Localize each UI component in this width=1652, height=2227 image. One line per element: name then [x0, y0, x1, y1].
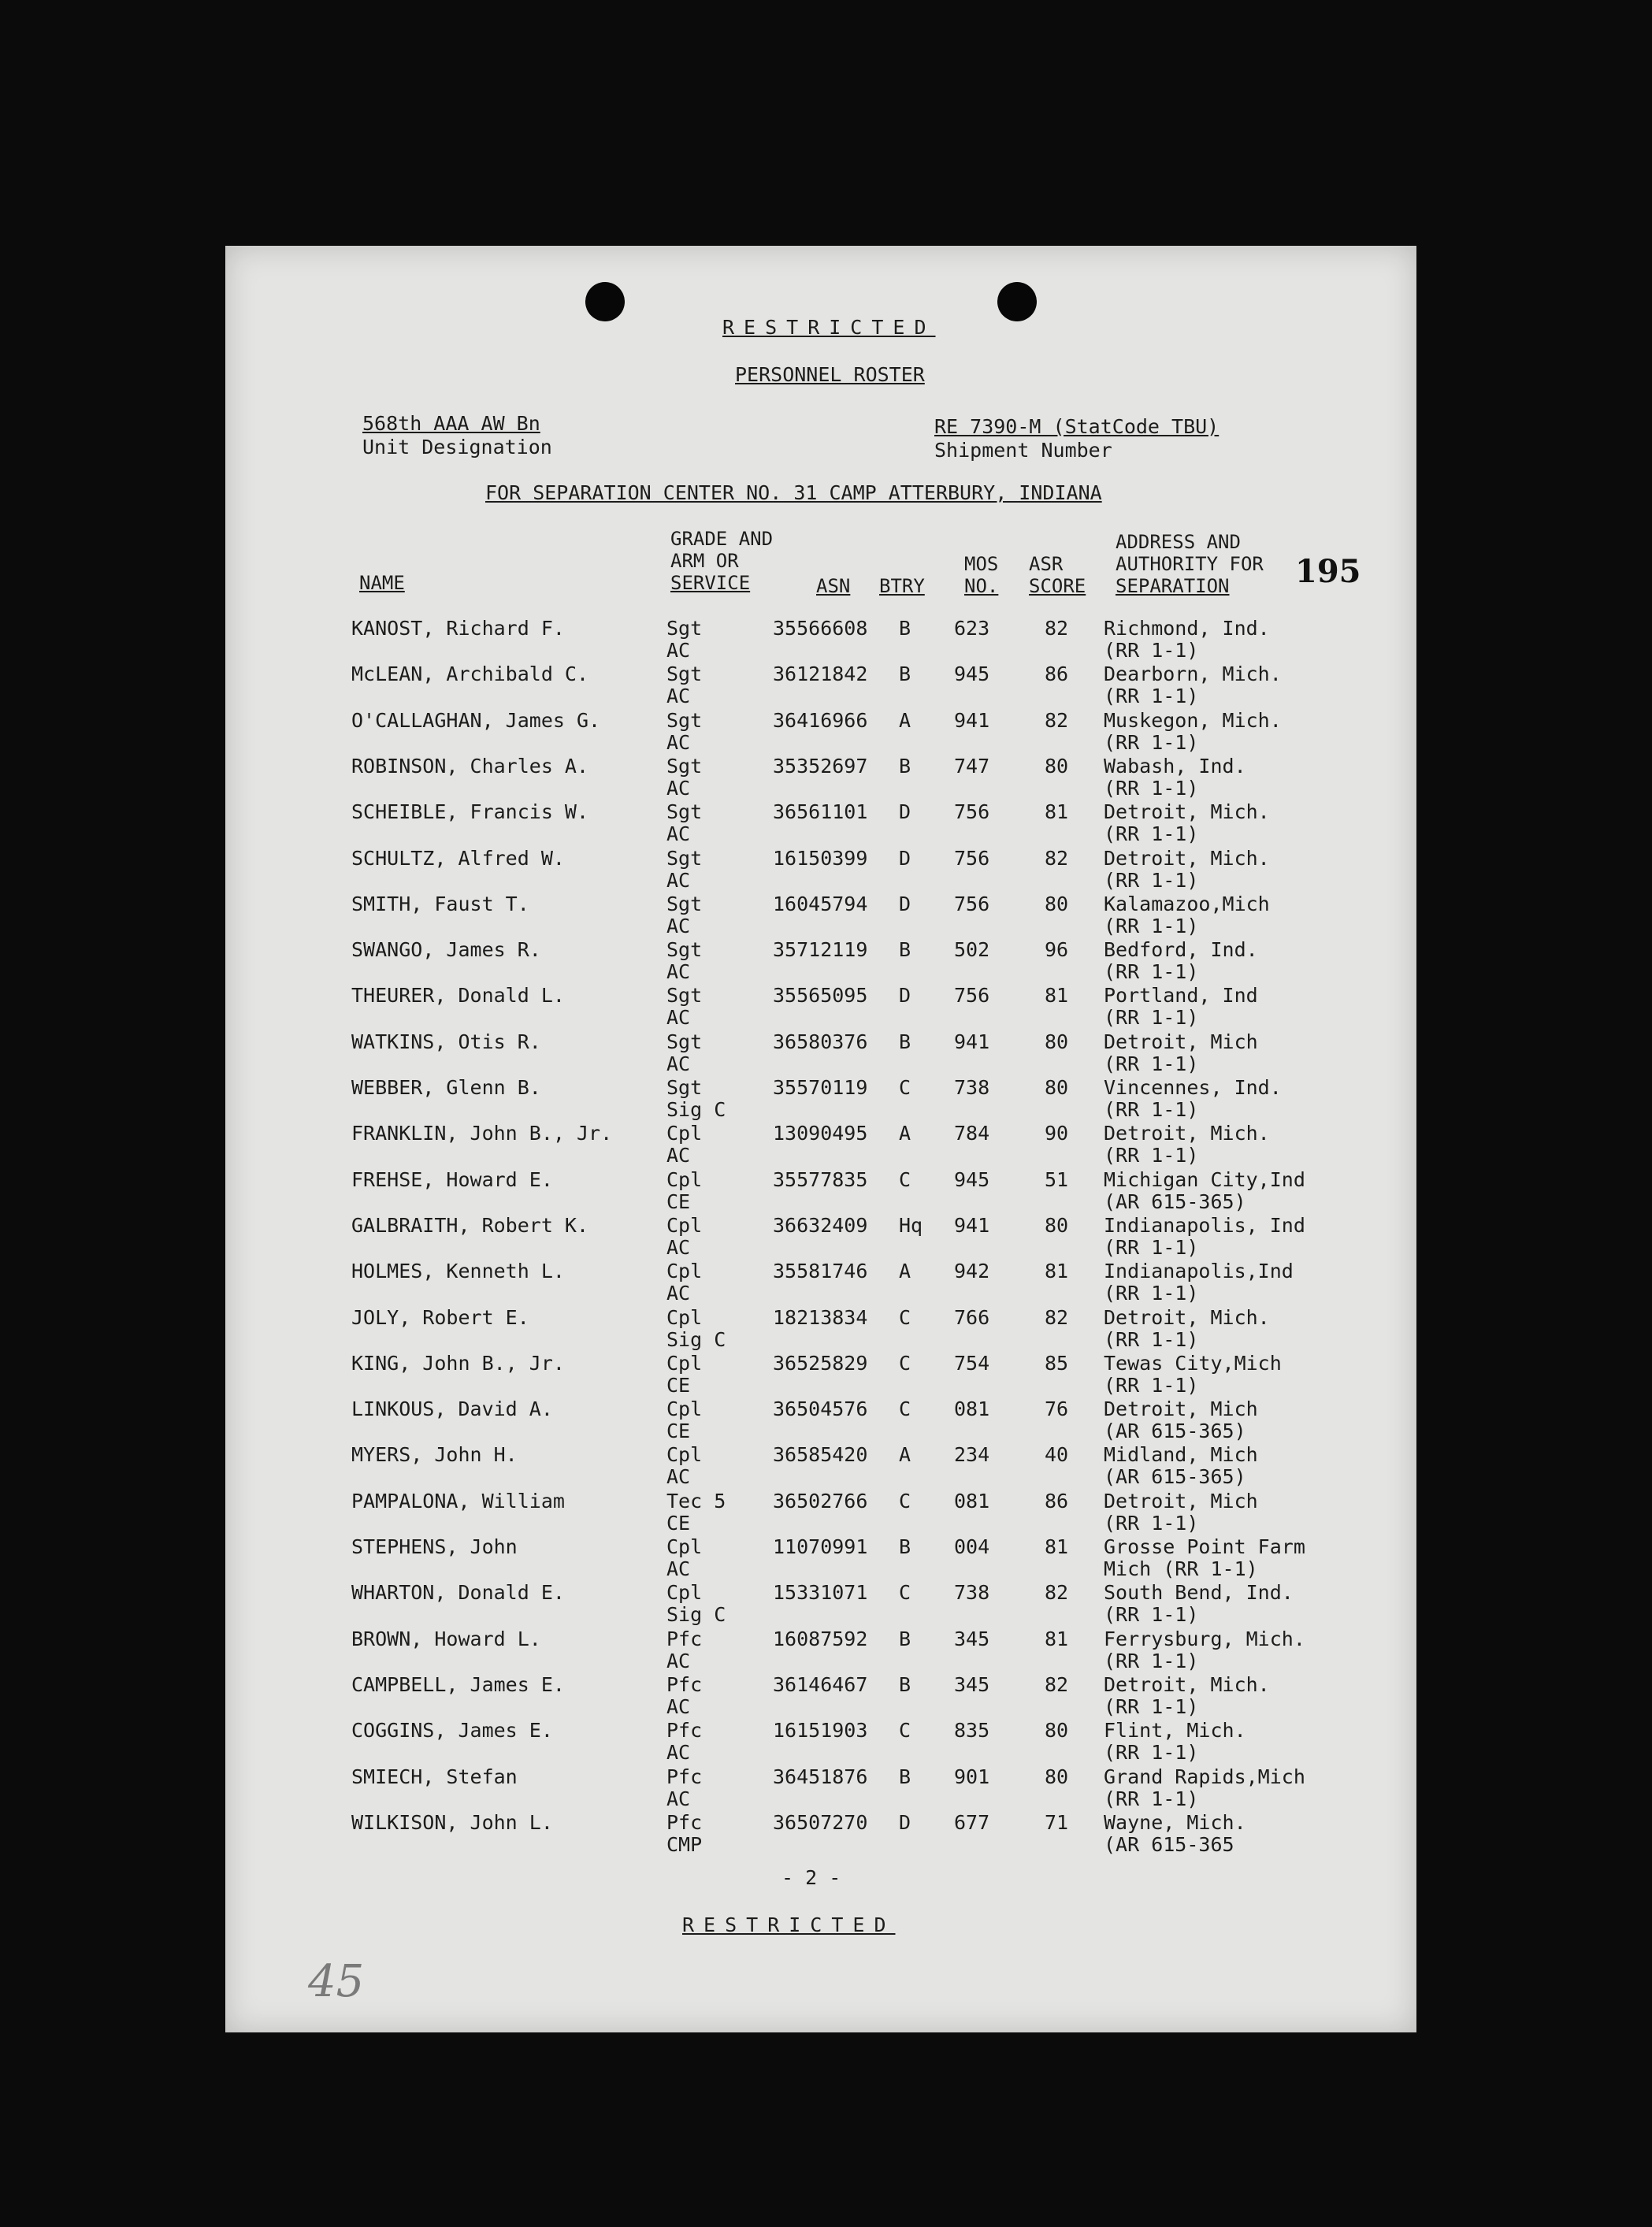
row-authority: (RR 1-1): [1104, 869, 1199, 892]
row-asn: 16087592: [773, 1628, 868, 1650]
row-name: WHARTON, Donald E.: [351, 1581, 565, 1604]
table-row: [225, 1674, 1416, 1720]
row-asr: 81: [1045, 1628, 1069, 1650]
row-asr: 82: [1045, 1673, 1069, 1696]
row-asn: 35566608: [773, 617, 868, 640]
row-name: O'CALLAGHAN, James G.: [351, 709, 601, 732]
row-btry: D: [899, 1811, 911, 1834]
classification-header: RESTRICTED: [722, 316, 936, 339]
row-mos: 835: [954, 1719, 990, 1742]
row-city: Portland, Ind: [1104, 984, 1258, 1007]
row-authority: (RR 1-1): [1104, 731, 1199, 754]
destination-line: FOR SEPARATION CENTER NO. 31 CAMP ATTERBURY, INDIANA: [485, 481, 1102, 504]
row-authority: (RR 1-1): [1104, 1098, 1199, 1121]
row-asn: 35352697: [773, 755, 868, 778]
table-row: [225, 1077, 1416, 1123]
row-grade: Sgt: [666, 663, 703, 685]
row-mos: 234: [954, 1443, 990, 1466]
row-city: Kalamazoo,Mich: [1104, 893, 1270, 915]
row-city: Tewas City,Mich: [1104, 1352, 1282, 1375]
row-asr: 85: [1045, 1352, 1069, 1375]
col-address-line3: SEPARATION: [1116, 575, 1230, 597]
row-mos: 756: [954, 984, 990, 1007]
col-grade-line2: ARM OR: [670, 550, 739, 572]
table-row: [225, 1582, 1416, 1628]
row-name: WATKINS, Otis R.: [351, 1030, 541, 1053]
row-asr: 81: [1045, 1260, 1069, 1282]
row-name: FREHSE, Howard E.: [351, 1168, 553, 1191]
row-asn: 36632409: [773, 1214, 868, 1237]
row-authority: (RR 1-1): [1104, 1006, 1199, 1029]
row-btry: B: [899, 1535, 911, 1558]
row-mos: 945: [954, 663, 990, 685]
row-authority: (AR 615-365): [1104, 1465, 1246, 1488]
row-btry: B: [899, 1673, 911, 1696]
col-asr-line1: ASR: [1029, 553, 1064, 575]
row-service: AC: [666, 1695, 691, 1718]
row-authority: (RR 1-1): [1104, 1695, 1199, 1718]
row-asr: 80: [1045, 1719, 1069, 1742]
row-asr: 80: [1045, 1076, 1069, 1099]
table-row: [225, 710, 1416, 755]
row-btry: B: [899, 1030, 911, 1053]
row-asn: 36451876: [773, 1765, 868, 1788]
row-authority: (RR 1-1): [1104, 685, 1199, 707]
row-asr: 81: [1045, 984, 1069, 1007]
row-btry: A: [899, 709, 911, 732]
row-asr: 80: [1045, 893, 1069, 915]
row-service: AC: [666, 1465, 691, 1488]
row-name: COGGINS, James E.: [351, 1719, 553, 1742]
table-row: [225, 801, 1416, 847]
row-grade: Pfc: [666, 1673, 703, 1696]
row-service: AC: [666, 1144, 691, 1167]
row-btry: B: [899, 755, 911, 778]
row-mos: 941: [954, 1030, 990, 1053]
row-btry: A: [899, 1260, 911, 1282]
row-asn: 11070991: [773, 1535, 868, 1558]
row-asr: 80: [1045, 755, 1069, 778]
row-name: KING, John B., Jr.: [351, 1352, 565, 1375]
row-asn: 16151903: [773, 1719, 868, 1742]
row-grade: Pfc: [666, 1765, 703, 1788]
row-name: BROWN, Howard L.: [351, 1628, 541, 1650]
unit-designation-label: Unit Designation: [362, 436, 552, 458]
table-row: [225, 1031, 1416, 1077]
row-name: ROBINSON, Charles A.: [351, 755, 589, 778]
row-name: WILKISON, John L.: [351, 1811, 553, 1834]
row-city: South Bend, Ind.: [1104, 1581, 1294, 1604]
table-row: [225, 1536, 1416, 1582]
row-mos: 756: [954, 847, 990, 870]
row-asr: 86: [1045, 663, 1069, 685]
row-asn: 36504576: [773, 1397, 868, 1420]
row-service: CE: [666, 1190, 691, 1213]
row-city: Detroit, Mich.: [1104, 800, 1270, 823]
row-grade: Cpl: [666, 1168, 703, 1191]
row-asr: 80: [1045, 1214, 1069, 1237]
row-authority: (RR 1-1): [1104, 1374, 1199, 1397]
row-service: AC: [666, 1006, 691, 1029]
row-asn: 35565095: [773, 984, 868, 1007]
row-city: Detroit, Mich: [1104, 1490, 1258, 1513]
row-city: Wabash, Ind.: [1104, 755, 1246, 778]
row-asn: 18213834: [773, 1306, 868, 1329]
row-mos: 945: [954, 1168, 990, 1191]
row-mos: 754: [954, 1352, 990, 1375]
row-grade: Pfc: [666, 1811, 703, 1834]
row-btry: B: [899, 663, 911, 685]
row-mos: 623: [954, 617, 990, 640]
row-name: KANOST, Richard F.: [351, 617, 565, 640]
row-service: AC: [666, 1052, 691, 1075]
row-btry: C: [899, 1490, 911, 1513]
row-city: Indianapolis, Ind: [1104, 1214, 1305, 1237]
row-authority: (RR 1-1): [1104, 1650, 1199, 1672]
row-service: AC: [666, 822, 691, 845]
row-service: AC: [666, 915, 691, 937]
row-authority: (RR 1-1): [1104, 1512, 1199, 1535]
row-asn: 13090495: [773, 1122, 868, 1145]
row-service: Sig C: [666, 1603, 726, 1626]
page-number: - 2 -: [781, 1866, 841, 1889]
row-mos: 756: [954, 800, 990, 823]
table-row: [225, 1720, 1416, 1765]
col-grade-line1: GRADE AND: [670, 528, 774, 550]
row-grade: Cpl: [666, 1306, 703, 1329]
row-authority: (RR 1-1): [1104, 915, 1199, 937]
row-service: AC: [666, 1236, 691, 1259]
row-city: Detroit, Mich: [1104, 1030, 1258, 1053]
row-city: Flint, Mich.: [1104, 1719, 1246, 1742]
row-btry: C: [899, 1076, 911, 1099]
row-grade: Sgt: [666, 800, 703, 823]
row-city: Grand Rapids,Mich: [1104, 1765, 1305, 1788]
row-grade: Sgt: [666, 984, 703, 1007]
row-city: Vincennes, Ind.: [1104, 1076, 1282, 1099]
row-name: GALBRAITH, Robert K.: [351, 1214, 589, 1237]
row-asr: 51: [1045, 1168, 1069, 1191]
row-mos: 738: [954, 1581, 990, 1604]
row-mos: 081: [954, 1397, 990, 1420]
row-service: CE: [666, 1512, 691, 1535]
row-btry: D: [899, 984, 911, 1007]
classification-footer: RESTRICTED: [682, 1913, 896, 1936]
row-grade: Cpl: [666, 1397, 703, 1420]
shipment-number-label: Shipment Number: [934, 439, 1112, 462]
row-asr: 81: [1045, 800, 1069, 823]
row-asr: 82: [1045, 847, 1069, 870]
row-mos: 784: [954, 1122, 990, 1145]
row-btry: A: [899, 1443, 911, 1466]
row-grade: Sgt: [666, 938, 703, 961]
row-asn: 35581746: [773, 1260, 868, 1282]
row-name: SCHULTZ, Alfred W.: [351, 847, 565, 870]
row-city: Midland, Mich: [1104, 1443, 1258, 1466]
row-name: HOLMES, Kenneth L.: [351, 1260, 565, 1282]
row-city: Detroit, Mich.: [1104, 1122, 1270, 1145]
row-asr: 71: [1045, 1811, 1069, 1834]
shipment-number-value: RE 7390-M (StatCode TBU): [934, 415, 1220, 438]
row-authority: (RR 1-1): [1104, 1328, 1199, 1351]
row-city: Bedford, Ind.: [1104, 938, 1258, 961]
row-asn: 36525829: [773, 1352, 868, 1375]
row-asr: 76: [1045, 1397, 1069, 1420]
row-city: Richmond, Ind.: [1104, 617, 1270, 640]
row-asn: 36585420: [773, 1443, 868, 1466]
row-mos: 004: [954, 1535, 990, 1558]
row-grade: Sgt: [666, 709, 703, 732]
row-authority: (AR 615-365): [1104, 1190, 1246, 1213]
table-row: [225, 755, 1416, 801]
row-authority: (RR 1-1): [1104, 777, 1199, 800]
row-grade: Sgt: [666, 617, 703, 640]
row-mos: 756: [954, 893, 990, 915]
row-city: Detroit, Mich: [1104, 1397, 1258, 1420]
row-grade: Cpl: [666, 1535, 703, 1558]
row-mos: 345: [954, 1673, 990, 1696]
col-asn-header: ASN: [816, 575, 851, 597]
table-row: [225, 1398, 1416, 1444]
row-asr: 96: [1045, 938, 1069, 961]
row-btry: C: [899, 1397, 911, 1420]
row-btry: C: [899, 1581, 911, 1604]
table-row: [225, 985, 1416, 1030]
row-service: AC: [666, 777, 691, 800]
table-row: [225, 1307, 1416, 1353]
row-authority: (AR 615-365): [1104, 1420, 1246, 1442]
row-city: Ferrysburg, Mich.: [1104, 1628, 1305, 1650]
row-asr: 80: [1045, 1765, 1069, 1788]
row-grade: Cpl: [666, 1260, 703, 1282]
table-row: [225, 1260, 1416, 1306]
row-asr: 86: [1045, 1490, 1069, 1513]
row-asr: 82: [1045, 1306, 1069, 1329]
row-name: LINKOUS, David A.: [351, 1397, 553, 1420]
table-row: [225, 1444, 1416, 1490]
row-btry: C: [899, 1719, 911, 1742]
row-grade: Pfc: [666, 1719, 703, 1742]
row-city: Detroit, Mich.: [1104, 1306, 1270, 1329]
stamp-number: 195: [1295, 553, 1361, 590]
row-service: AC: [666, 1741, 691, 1764]
row-btry: B: [899, 617, 911, 640]
row-asn: 36416966: [773, 709, 868, 732]
row-name: MYERS, John H.: [351, 1443, 518, 1466]
row-name: THEURER, Donald L.: [351, 984, 565, 1007]
row-authority: Mich (RR 1-1): [1104, 1557, 1258, 1580]
row-mos: 502: [954, 938, 990, 961]
table-row: [225, 1766, 1416, 1812]
row-authority: (RR 1-1): [1104, 822, 1199, 845]
row-name: PAMPALONA, William: [351, 1490, 565, 1513]
row-name: SMIECH, Stefan: [351, 1765, 518, 1788]
row-service: AC: [666, 1650, 691, 1672]
row-btry: D: [899, 893, 911, 915]
table-row: [225, 939, 1416, 985]
row-service: CMP: [666, 1833, 703, 1856]
col-grade-line3: SERVICE: [670, 572, 751, 594]
row-grade: Sgt: [666, 1030, 703, 1053]
row-btry: A: [899, 1122, 911, 1145]
row-name: JOLY, Robert E.: [351, 1306, 529, 1329]
table-row: [225, 663, 1416, 709]
row-name: McLEAN, Archibald C.: [351, 663, 589, 685]
row-name: WEBBER, Glenn B.: [351, 1076, 541, 1099]
row-city: Detroit, Mich.: [1104, 1673, 1270, 1696]
row-authority: (RR 1-1): [1104, 1144, 1199, 1167]
row-service: AC: [666, 1557, 691, 1580]
row-city: Grosse Point Farm: [1104, 1535, 1305, 1558]
table-row: [225, 618, 1416, 663]
row-mos: 766: [954, 1306, 990, 1329]
roster-page: [225, 246, 1416, 2032]
row-service: Sig C: [666, 1098, 726, 1121]
row-mos: 901: [954, 1765, 990, 1788]
row-btry: B: [899, 1765, 911, 1788]
row-mos: 941: [954, 709, 990, 732]
row-mos: 081: [954, 1490, 990, 1513]
row-grade: Sgt: [666, 1076, 703, 1099]
row-asr: 40: [1045, 1443, 1069, 1466]
table-row: [225, 1215, 1416, 1260]
col-btry-header: BTRY: [879, 575, 925, 597]
col-mos-line1: MOS: [964, 553, 999, 575]
row-name: SMITH, Faust T.: [351, 893, 529, 915]
row-mos: 677: [954, 1811, 990, 1834]
roster-title: PERSONNEL ROSTER: [735, 363, 925, 386]
row-name: SWANGO, James R.: [351, 938, 541, 961]
row-service: Sig C: [666, 1328, 726, 1351]
row-grade: Cpl: [666, 1214, 703, 1237]
row-btry: C: [899, 1352, 911, 1375]
row-asn: 36507270: [773, 1811, 868, 1834]
row-btry: B: [899, 938, 911, 961]
row-service: AC: [666, 731, 691, 754]
row-grade: Sgt: [666, 847, 703, 870]
row-service: AC: [666, 685, 691, 707]
row-grade: Cpl: [666, 1352, 703, 1375]
row-mos: 942: [954, 1260, 990, 1282]
row-service: AC: [666, 869, 691, 892]
row-service: AC: [666, 1282, 691, 1305]
row-asr: 82: [1045, 709, 1069, 732]
row-asn: 16150399: [773, 847, 868, 870]
row-btry: C: [899, 1168, 911, 1191]
col-mos-line2: NO.: [964, 575, 999, 597]
row-authority: (RR 1-1): [1104, 960, 1199, 983]
table-row: [225, 1628, 1416, 1674]
row-btry: C: [899, 1306, 911, 1329]
row-name: FRANKLIN, John B., Jr.: [351, 1122, 613, 1145]
row-mos: 747: [954, 755, 990, 778]
row-asn: 36580376: [773, 1030, 868, 1053]
row-city: Michigan City,Ind: [1104, 1168, 1305, 1191]
row-btry: Hq: [899, 1214, 923, 1237]
row-name: CAMPBELL, James E.: [351, 1673, 565, 1696]
unit-designation-value: 568th AAA AW Bn: [362, 412, 540, 435]
row-btry: D: [899, 800, 911, 823]
col-name-header: NAME: [359, 572, 405, 594]
row-asn: 35570119: [773, 1076, 868, 1099]
table-row: [225, 1490, 1416, 1536]
handwritten-note: 45: [308, 1956, 365, 2007]
row-service: AC: [666, 639, 691, 662]
row-asn: 36146467: [773, 1673, 868, 1696]
row-service: CE: [666, 1374, 691, 1397]
col-address-line2: AUTHORITY FOR: [1116, 553, 1264, 575]
row-btry: D: [899, 847, 911, 870]
row-city: Wayne, Mich.: [1104, 1811, 1246, 1834]
row-grade: Sgt: [666, 755, 703, 778]
col-asr-line2: SCORE: [1029, 575, 1086, 597]
row-asn: 36121842: [773, 663, 868, 685]
table-row: [225, 1169, 1416, 1215]
row-service: AC: [666, 1787, 691, 1810]
row-authority: (RR 1-1): [1104, 1787, 1199, 1810]
table-row: [225, 893, 1416, 939]
row-asn: 36502766: [773, 1490, 868, 1513]
row-name: STEPHENS, John: [351, 1535, 518, 1558]
table-row: [225, 1353, 1416, 1398]
row-asn: 16045794: [773, 893, 868, 915]
row-asn: 35577835: [773, 1168, 868, 1191]
row-grade: Cpl: [666, 1581, 703, 1604]
row-grade: Cpl: [666, 1122, 703, 1145]
table-row: [225, 1812, 1416, 1858]
row-authority: (RR 1-1): [1104, 639, 1199, 662]
row-grade: Cpl: [666, 1443, 703, 1466]
row-grade: Tec 5: [666, 1490, 726, 1513]
row-authority: (RR 1-1): [1104, 1052, 1199, 1075]
row-asn: 15331071: [773, 1581, 868, 1604]
row-mos: 345: [954, 1628, 990, 1650]
row-authority: (RR 1-1): [1104, 1741, 1199, 1764]
row-service: CE: [666, 1420, 691, 1442]
row-city: Muskegon, Mich.: [1104, 709, 1282, 732]
row-asn: 35712119: [773, 938, 868, 961]
row-authority: (RR 1-1): [1104, 1603, 1199, 1626]
row-asr: 80: [1045, 1030, 1069, 1053]
row-authority: (RR 1-1): [1104, 1282, 1199, 1305]
row-asr: 82: [1045, 1581, 1069, 1604]
row-authority: (AR 615-365: [1104, 1833, 1234, 1856]
row-city: Detroit, Mich.: [1104, 847, 1270, 870]
row-grade: Pfc: [666, 1628, 703, 1650]
row-grade: Sgt: [666, 893, 703, 915]
row-mos: 941: [954, 1214, 990, 1237]
row-mos: 738: [954, 1076, 990, 1099]
roster-table: [225, 246, 1416, 2032]
row-city: Dearborn, Mich.: [1104, 663, 1282, 685]
table-row: [225, 1123, 1416, 1168]
row-asn: 36561101: [773, 800, 868, 823]
table-row: [225, 848, 1416, 893]
row-asr: 82: [1045, 617, 1069, 640]
row-authority: (RR 1-1): [1104, 1236, 1199, 1259]
row-asr: 90: [1045, 1122, 1069, 1145]
row-service: AC: [666, 960, 691, 983]
row-asr: 81: [1045, 1535, 1069, 1558]
col-address-line1: ADDRESS AND: [1116, 531, 1241, 553]
row-city: Indianapolis,Ind: [1104, 1260, 1294, 1282]
row-btry: B: [899, 1628, 911, 1650]
row-name: SCHEIBLE, Francis W.: [351, 800, 589, 823]
